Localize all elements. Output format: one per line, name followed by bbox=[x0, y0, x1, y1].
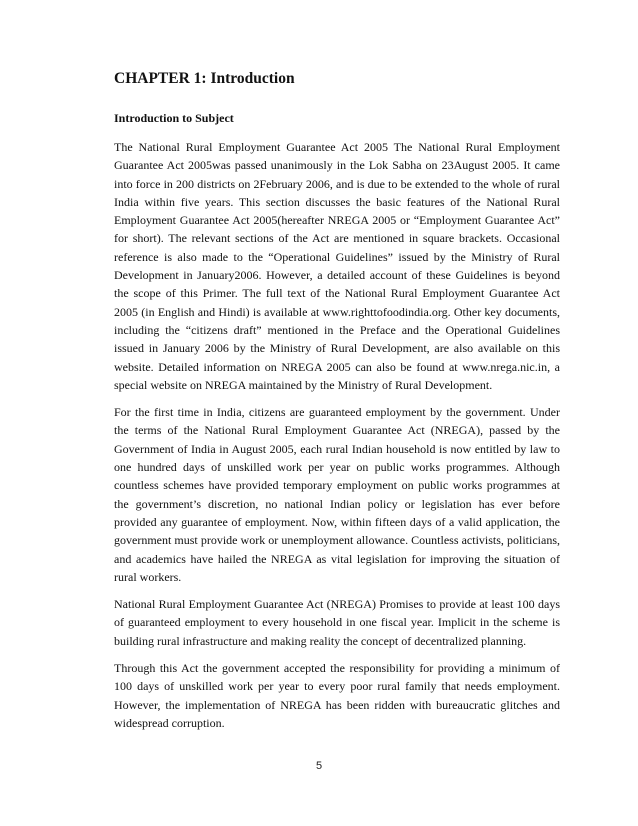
section-title: Introduction to Subject bbox=[114, 111, 234, 125]
page-number: 5 bbox=[315, 760, 323, 772]
chapter-title: CHAPTER 1: Introduction bbox=[114, 70, 295, 87]
paragraph-1: The National Rural Employment Guarantee Act 2005 The National Rural Employment Guarantee Act 2005was passed unanimously in the Lok Sabha on 23August 2005. It came into force in 200 districts on 2February 2006, and is due to be extended to the whole of rural India within five years. This section discusses the basic features of the National Rural Employment Guarantee Act 2005(hereafter NREGA 2005 or “Employment Guarantee Act” for short). The relevant sections of the Act are mentioned in square brackets. Occasional reference is also made to the “Operational Guidelines” issued by the Ministry of Rural Development in January2006. However, a detailed account of these Guidelines is beyond the scope of this Primer. The full text of the National Rural Employment Guarantee Act 2005 (in English and Hindi) is available at www.righttofoodindia.org. Other key documents, including the “citizens draft” mentioned in the Preface and the Operational Guidelines issued in January 2006 by the Ministry of Rural Development, are also available on this website. Detailed information on NREGA 2005 can also be found at www.nrega.nic.in, a special website on NREGA maintained by the Ministry of Rural Development. bbox=[114, 140, 560, 392]
paragraph-3: National Rural Employment Guarantee Act (NREGA) Promises to provide at least 100 days of guaranteed employment to every household in one fiscal year. Implicit in the scheme is building rural infrastructure and making reality the concept of decentralized planning. bbox=[114, 597, 560, 648]
paragraph-2: For the first time in India, citizens are guaranteed employment by the government. Under the terms of the National Rural Employment Guarantee Act (NREGA), passed by the Government of India in August 2005, each rural Indian household is now entitled by law to one hundred days of unskilled work per year on public works programmes. Although countless schemes have provided temporary employment on public works programmes at the government’s discretion, no national Indian policy or legislation has ever before provided any guarantee of employment. Now, within fifteen days of a valid application, the government must provide work or unemployment allowance. Countless activists, politicians, and academics have hailed the NREGA as vital legislation for improving the situation of rural workers. bbox=[114, 405, 560, 584]
paragraph-4: Through this Act the government accepted the responsibility for providing a minimum of 100 days of unskilled work per year to every poor rural family that needs employment. However, the implementation of NREGA has been ridden with bureaucratic glitches and widespread corruption. bbox=[114, 661, 560, 730]
page-content bbox=[114, 69, 560, 741]
